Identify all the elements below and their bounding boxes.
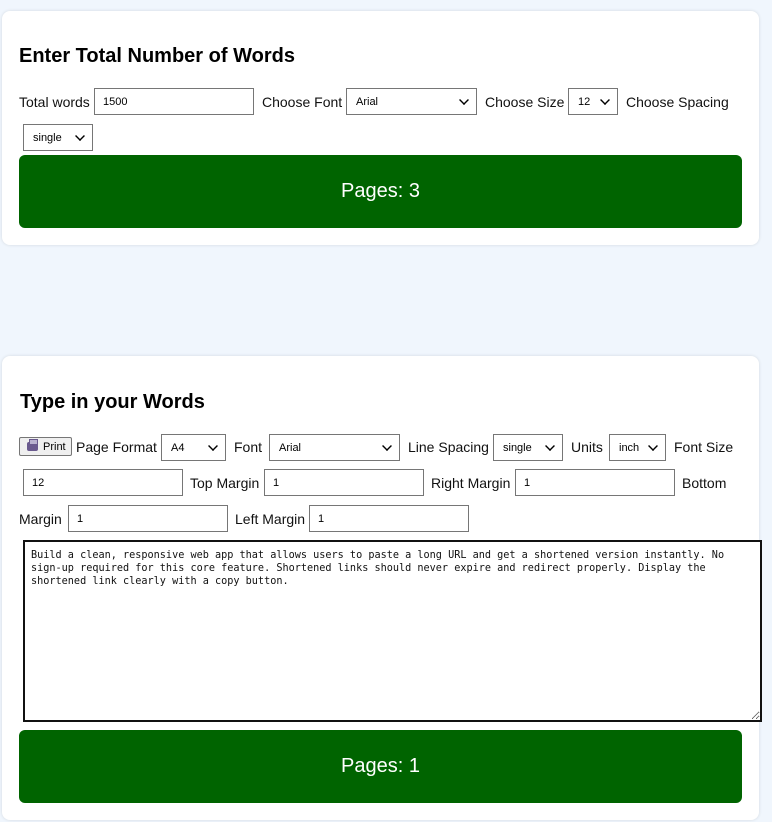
font-select[interactable] [346, 88, 477, 115]
bottom-margin-label-part1: Bottom [682, 475, 727, 491]
top-margin-input[interactable] [264, 469, 424, 496]
size-select-value: 12 [578, 95, 591, 108]
word-count-card [2, 11, 759, 245]
bottom-margin-input[interactable] [68, 505, 228, 532]
chevron-down-icon [382, 441, 392, 451]
card-title: Enter Total Number of Words [19, 45, 295, 67]
page-format-select[interactable] [161, 434, 226, 461]
spacing-select[interactable] [23, 124, 93, 151]
page-format-value: A4 [171, 441, 185, 454]
print-label: Print [43, 440, 66, 453]
left-margin-label: Left Margin [235, 511, 306, 527]
font-select[interactable] [269, 434, 400, 461]
top-margin-label: Top Margin [190, 475, 260, 491]
page-format-label: Page Format [76, 439, 157, 455]
choose-spacing-label: Choose Spacing [626, 94, 729, 110]
choose-size-label: Choose Size [485, 94, 565, 110]
units-label: Units [571, 439, 603, 455]
printer-icon [27, 442, 38, 451]
choose-font-label: Choose Font [262, 94, 343, 110]
chevron-down-icon [208, 441, 218, 451]
right-margin-input[interactable] [515, 469, 675, 496]
line-spacing-select[interactable] [493, 434, 563, 461]
units-select[interactable] [609, 434, 666, 461]
total-words-input[interactable] [94, 88, 254, 115]
bottom-margin-label-part2: Margin [19, 511, 62, 527]
words-textarea[interactable] [23, 540, 762, 722]
chevron-down-icon [648, 441, 658, 451]
pages-result: Pages: 1 [19, 730, 742, 803]
pages-result: Pages: 3 [19, 155, 742, 228]
font-size-input[interactable] [23, 469, 183, 496]
type-words-card [2, 356, 759, 820]
font-label: Font [234, 439, 263, 455]
chevron-down-icon [75, 131, 85, 141]
line-spacing-value: single [503, 441, 532, 454]
units-value: inch [619, 441, 640, 454]
font-size-label: Font Size [674, 439, 734, 455]
line-spacing-label: Line Spacing [408, 439, 489, 455]
left-margin-input[interactable] [309, 505, 469, 532]
print-button[interactable] [19, 437, 72, 456]
total-words-label: Total words [19, 94, 90, 110]
font-select-value: Arial [279, 441, 302, 454]
right-margin-label: Right Margin [431, 475, 511, 491]
chevron-down-icon [600, 95, 610, 105]
card-title: Type in your Words [20, 391, 205, 413]
chevron-down-icon [459, 95, 469, 105]
size-select[interactable] [568, 88, 618, 115]
spacing-select-value: single [33, 131, 62, 144]
font-select-value: Arial [356, 95, 379, 108]
chevron-down-icon [545, 441, 555, 451]
